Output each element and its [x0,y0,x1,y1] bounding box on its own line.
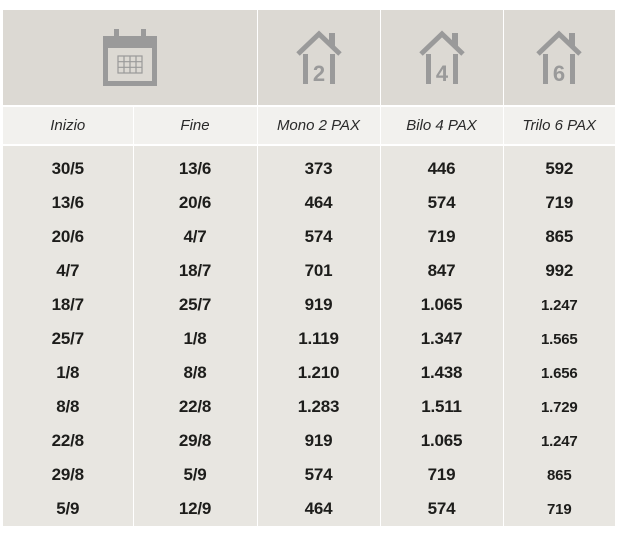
cell-bilo-price: 1.065 [380,424,503,458]
calendar-icon [101,28,159,88]
cell-end: 13/6 [133,145,257,186]
cell-start: 1/8 [3,356,133,390]
table-row [3,186,615,220]
cell-trilo-price: 719 [503,492,615,526]
table-row [3,390,615,424]
table-row [3,356,615,390]
column-header-inizio: Inizio [3,106,133,145]
trilo-header-cell [503,10,615,106]
calendar-header-cell [3,10,257,106]
table-row [3,145,615,186]
cell-bilo-price: 574 [380,492,503,526]
cell-start: 22/8 [3,424,133,458]
cell-bilo-price: 1.438 [380,356,503,390]
mono-header-cell [257,10,380,106]
house-number-label: 4 [435,60,448,86]
cell-trilo-price: 592 [503,145,615,186]
house-number-label: 6 [553,60,566,86]
cell-bilo-price: 574 [380,186,503,220]
cell-trilo-price: 1.247 [503,424,615,458]
price-table [3,10,615,526]
cell-mono-price: 1.283 [257,390,380,424]
column-header-mono: Mono 2 PAX [257,106,380,145]
cell-mono-price: 919 [257,424,380,458]
column-header-trilo: Trilo 6 PAX [503,106,615,145]
cell-end: 5/9 [133,458,257,492]
cell-mono-price: 464 [257,492,380,526]
table-row [3,288,615,322]
table-row [3,424,615,458]
table-row [3,458,615,492]
column-header-bilo: Bilo 4 PAX [380,106,503,145]
cell-bilo-price: 1.511 [380,390,503,424]
cell-mono-price: 574 [257,458,380,492]
house-icon [418,30,466,86]
cell-start: 5/9 [3,492,133,526]
cell-mono-price: 464 [257,186,380,220]
table-row [3,254,615,288]
house-icon [295,30,343,86]
cell-end: 18/7 [133,254,257,288]
cell-end: 29/8 [133,424,257,458]
bilo-header-cell [380,10,503,106]
house-icon [535,30,583,86]
table-row [3,322,615,356]
column-label-row [3,106,615,145]
cell-end: 12/9 [133,492,257,526]
cell-end: 4/7 [133,220,257,254]
cell-trilo-price: 1.247 [503,288,615,322]
cell-trilo-price: 719 [503,186,615,220]
cell-bilo-price: 1.347 [380,322,503,356]
cell-bilo-price: 446 [380,145,503,186]
cell-start: 25/7 [3,322,133,356]
cell-mono-price: 574 [257,220,380,254]
cell-mono-price: 1.119 [257,322,380,356]
cell-start: 4/7 [3,254,133,288]
cell-trilo-price: 1.656 [503,356,615,390]
cell-start: 8/8 [3,390,133,424]
cell-trilo-price: 1.729 [503,390,615,424]
cell-end: 25/7 [133,288,257,322]
cell-trilo-price: 992 [503,254,615,288]
cell-bilo-price: 719 [380,220,503,254]
cell-mono-price: 919 [257,288,380,322]
icon-header-row [3,10,615,106]
cell-start: 13/6 [3,186,133,220]
cell-start: 20/6 [3,220,133,254]
cell-trilo-price: 1.565 [503,322,615,356]
cell-bilo-price: 719 [380,458,503,492]
cell-start: 29/8 [3,458,133,492]
cell-end: 1/8 [133,322,257,356]
cell-bilo-price: 1.065 [380,288,503,322]
cell-start: 30/5 [3,145,133,186]
cell-bilo-price: 847 [380,254,503,288]
cell-trilo-price: 865 [503,220,615,254]
cell-mono-price: 701 [257,254,380,288]
cell-mono-price: 1.210 [257,356,380,390]
cell-trilo-price: 865 [503,458,615,492]
house-number-label: 2 [312,60,325,86]
cell-start: 18/7 [3,288,133,322]
cell-end: 22/8 [133,390,257,424]
column-header-fine: Fine [133,106,257,145]
cell-mono-price: 373 [257,145,380,186]
table-row [3,492,615,526]
cell-end: 20/6 [133,186,257,220]
table-row [3,220,615,254]
cell-end: 8/8 [133,356,257,390]
